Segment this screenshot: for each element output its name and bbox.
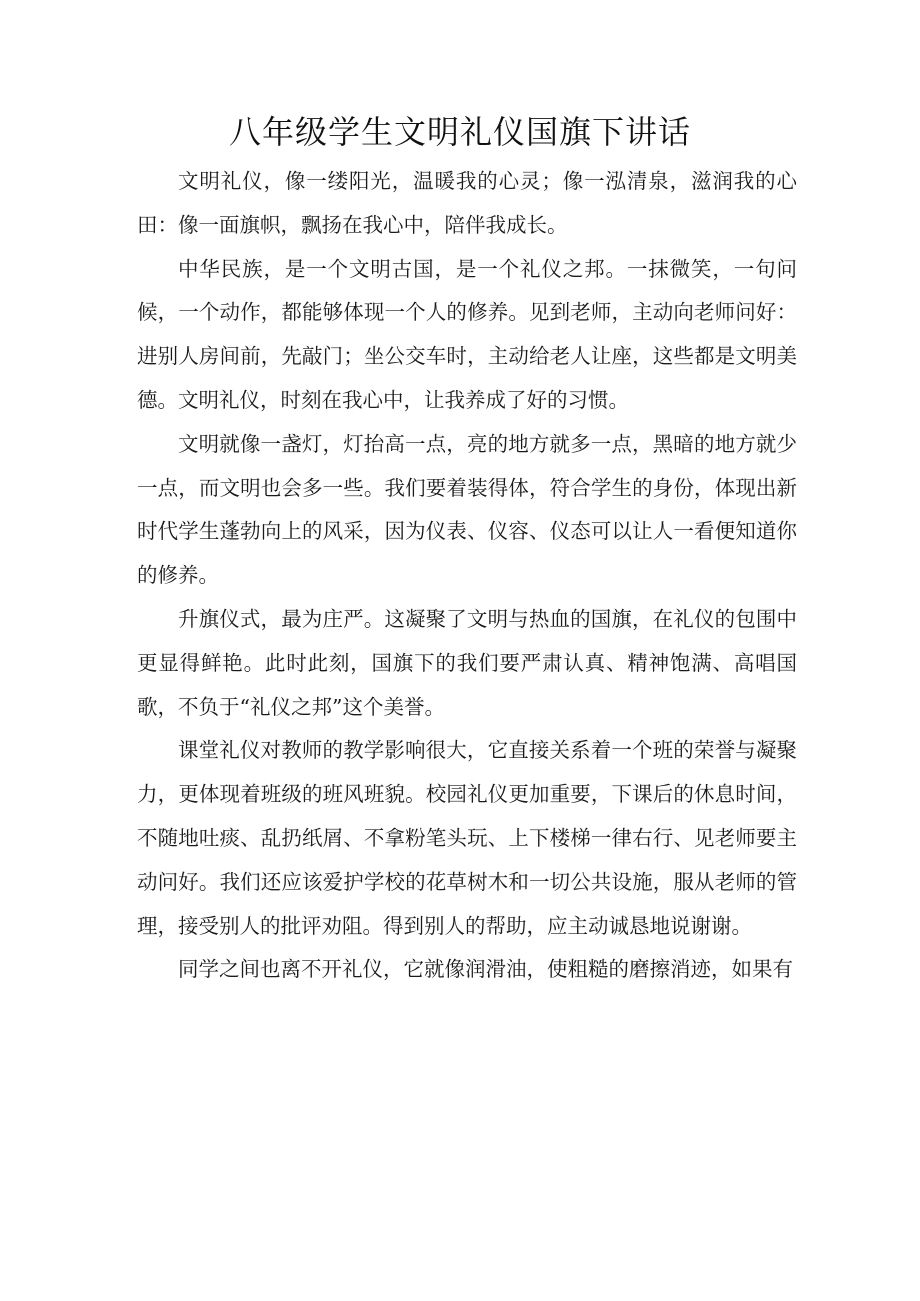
paragraph: 中华民族，是一个文明古国，是一个礼仪之邦。一抹微笑，一句问候，一个动作，都能够体现一个人的修养。见到老师，主动向老师问好：进别人房间前，先敲门；坐公交车时，主动给老人让座，这些都是文明美德。文明礼仪，时刻在我心中，让我养成了好的习惯。 xyxy=(137,256,797,412)
paragraph: 同学之间也离不开礼仪，它就像润滑油，使粗糙的磨擦消迹，如果有 xyxy=(178,957,793,982)
paragraph: 文明就像一盏灯，灯抬高一点，亮的地方就多一点，黑暗的地方就少一点，而文明也会多一些。我们要着装得体，符合学生的身份，体现出新时代学生蓬勃向上的风采，因为仪表、仪容、仪态可以让人一看便知道你的修养。 xyxy=(137,431,797,588)
paragraph: 文明礼仪，像一缕阳光，温暖我的心灵；像一泓清泉，滋润我的心田：像一面旗帜，飘扬在我心中，陪伴我成长。 xyxy=(137,169,797,237)
paragraph: 升旗仪式，最为庄严。这凝聚了文明与热血的国旗，在礼仪的包围中更显得鲜艳。此时此刻，国旗下的我们要严肃认真、精神饱满、高唱国歌，不负于“礼仪之邦”这个美誉。 xyxy=(137,606,797,719)
paragraph: 课堂礼仪对教师的教学影响很大，它直接关系着一个班的荣誉与凝聚力，更体现着班级的班风班貌。校园礼仪更加重要，下课后的休息时间，不随地吐痰、乱扔纸屑、不拿粉笔头玩、上下楼梯一律右行、见老师要主动问好。我们还应该爱护学校的花草树木和一切公共设施，服从老师的管理，接受别人的批评劝阻。得到别人的帮助，应主动诚恳地说谢谢。 xyxy=(137,738,797,938)
document-title: 八年级学生文明礼仪国旗下讲话 xyxy=(228,113,691,151)
document-body xyxy=(137,160,797,992)
